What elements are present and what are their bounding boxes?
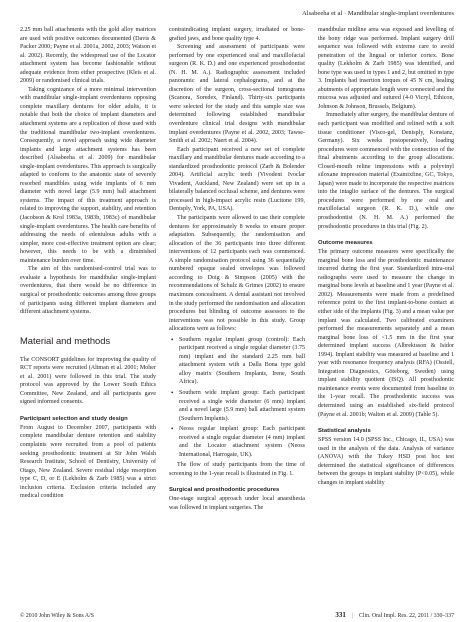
page-footer <box>20 611 454 619</box>
subsection-heading: Participant selection and study design <box>20 415 128 422</box>
paragraph: From August to December 2007, participants with complete mandibular denture retention and stability complaints were recruited from a pool of patients seeking prosthodontic treatment at Sir John Walsh Research Institute, School of Dentistry, University of Otago, New Zealand. Severe residual ridge resorption type C, D, or E (Lekholm & Zarb 1985) was a strict inclusion criteria. Exclusion criteria included any medical condition <box>20 424 156 500</box>
paragraph: The participants were allowed to use their complete dentures for approximately 8 weeks to ensure proper adaptation. Subsequently, the randomisation and allocation of the 36 participants into three different interventions of 12 participants each was commenced. A simple randomisation protocol using 36 sequentially numbered opaque sealed envelopes was followed according to Doig & Simpson (2005) with the recommendations of Schulz & Grimes (2002) to ensure maximum concealment. A dental assistant not involved in the study performed the randomisation and allocation procedures but blinding of outcome assessors to the interventions was not possible in this study. Group allocations were as follows: <box>169 215 305 333</box>
footer-separator: | <box>351 613 354 619</box>
list-item: • Southern regular implant group (control): Each participant received a single regular diameter (3.75 mm) implant and the standard 2.25 mm ball attachment system with a Dalla Bona type gold alloy matrix (Southern Implants, Irene, South Africa). <box>179 336 305 387</box>
group-allocation-list <box>169 336 305 460</box>
running-head: Alsabeeha et al · Mandibular single-implant overdentures <box>302 10 454 17</box>
paragraph: The CONSORT guidelines for improving the quality of RCT reports were recruited (Altman et al. 2001; Moher et al. 2001) were followed in this trial. The study protocol was approved by the Lower South Ethics Committee, New Zealand, and all participants gave signed informed consents. <box>20 356 156 406</box>
article-body <box>20 26 454 606</box>
paragraph: Taking cognizance of a more minimal intervention with mandibular single-implant overdentures opposing complete maxillary dentures for older adults, it is notable that both the choice of implant diameters and attachment systems are a replication of those used with the traditional mandibular two-implant overdentures. Consequently, a novel approach using wide diameter implants and large attachment systems has been described (Alsabeeha et al. 2009) for mandibular single-implant overdentures. This approach is surgically adapted to conform to the anatomic state of severely resorbed mandibles using wide implants of 6 mm diameter with novel large (5.9 mm) ball attachment systems. The impact of this treatment approach is related to improving the support, stability, and retention (Jacobson & Krol 1983a, 1983b, 1983c) of mandibular single-implant overdentures. The health care benefits of addressing the needs of edentulous adults with a simpler, more cost-effective treatment option are clear; however, this needs to be with a diminished maintenance burden over time. <box>20 86 156 264</box>
paragraph: 2.25 mm ball attachments with the gold alloy matrices are used with positive outcomes documented (Davis & Packer 2000; Payne et al. 2001a, 2002, 2003; Watson et al. 2002). Recently, the widespread use of the Locator attachment system has become fashionable without adequate evidence from either prospective (Kleis et al. 2009) or randomised clinical trials. <box>20 27 156 85</box>
column-middle <box>169 26 305 606</box>
section-title: Material and methods <box>20 334 111 346</box>
paragraph: Immediately after surgery, the mandibular denture of each participant was modified and relined with a soft tissue conditioner (Visco-gel, Dentsply, Konstanz, Germany). Six weeks postoperatively, loading procedures were commenced with the connection of the final abutments according to the group allocations. Closed-mouth reline impressions with a polyvinyl siloxane impression material (Examixfine, GC, Tokyo, Japan) were made to incorporate the respective matrices into the intaglio surface of the dentures. The surgical procedures were performed by one oral and maxillofacial surgeon (R. K. D.), while one prosthodontist (N. H. M. A.) performed the prosthodontic procedures in this trial (Fig. 2). <box>318 112 454 230</box>
subsection-heading: Outcome measures <box>318 240 373 247</box>
paragraph: The primary outcome measures were specifically the marginal bone loss and the prosthodontic maintenance incurred during the first year. Standardized intra-oral radiographs were used to measure the change in marginal bone levels at baseline and 1 year (Payne et al. 2002). Measurements were made from a predefined reference point to the first implant-to-bone contact at either side of the implants (Fig. 3) and a mean value per implant was calculated. Two calibrated examiners performed the measurements separately and a mean marginal bone loss of <1.5 mm in the first year determined implant success (Albrektsson & Isidor 1994). Implant stability was measured at baseline and 1 year with resonance frequency analysis (RFA) (Osstell, Integration Diagnostics, Göteborg, Sweden) using implant stability quotient (ISQ). All prosthodontic maintenance events were documented from baseline to the 1-year recall. The prosthodontic success was determined using an established six-field protocol (Payne et al. 2001b; Walton et al. 2009) (Table 5). <box>318 249 454 418</box>
paragraph: One-stage surgical approach under local anaesthesia was followed in implant surgeries. The <box>169 496 305 511</box>
paragraph: mandibular midline area was exposed and levelling of the bony ridge was performed. Implant surgery drill sequence was followed with extreme care to avoid penetration of the lingual or inferior cortex. Bone quality (Lekholm & Zarb 1985) was identified, and bone type was used in types 1 and 2, but omitted in type 3. Implants had insertion torques of 45 N cm, healing abutments of appropriate length were connected and the mucosa was adjusted and sutured (4-0 Vicryl, Ethicon, Johnson & Johnson, Brussels, Belgium). <box>318 27 454 110</box>
footer-citation-group <box>335 611 454 619</box>
copyright-notice: © 2010 John Wiley & Sons A/S <box>20 613 94 619</box>
list-item: • Neoss regular implant group: Each participant received a single regular diameter (4 mm) implant and the Locator attachment system (Neoss International, Harrogate, UK). <box>179 425 305 459</box>
paragraph: Each participant received a new set of complete maxillary and mandibular dentures made according to a standardized prosthodontic protocol (Zarb & Bolender 2004). Artificial acrylic teeth (Vivodent Ivoclar Vivadent, Auckland, New Zealand) were set up in a bilaterally balanced occlusal scheme, and dentures were processed in high-impact acrylic resin (Lucitone 199, Dentsply, York, PA, USA). <box>169 146 305 213</box>
paragraph: SPSS version 14.0 (SPSS Inc., Chicago, IL, USA) was used in the analysis of the data. Analysis of variance (ANOVA) with the Tukey HSD post hoc test determined the statistical significance of differences between the groups in implant stability (P<0.05), while changes in implant stability <box>318 437 454 486</box>
paragraph: The aim of this randomised-control trial was to evaluate a hypothesis for mandibular single-implant overdentures, that there would be no difference in surgical or prosthodontic outcomes among three groups of participants using different implant diameters and different attachment systems. <box>20 266 156 316</box>
subsection-heading: Statistical analysis <box>318 428 371 435</box>
journal-citation: Clin. Oral Impl. Res. 22, 2011 / 330–337 <box>359 613 454 619</box>
column-right <box>318 26 454 606</box>
page-number: 331 <box>335 611 346 619</box>
paragraph: The flow of study participants from the time of screening to the 1-year recall is illustrated in Fig. 1. <box>169 462 305 477</box>
list-item: • Southern wide implant group: Each participant received a single wide diameter (6 mm) implant and a novel large (5.9 mm) ball attachment system (Southern Implants). <box>179 389 305 423</box>
paragraph: contraindicating implant surgery, irradiated or bone-grafted jaws, and bone quality type 4. <box>169 27 305 42</box>
subsection-heading: Surgical and prosthodontic procedures <box>169 487 280 494</box>
column-left <box>20 26 156 606</box>
paragraph: Screening and assessment of participants were performed by one experienced oral and maxillofacial surgeon (R. K. D.) and one experienced prosthodontist (N. H. M. A.). Radiographic assessment included panoramic and lateral cephalograms, and at the discretion of the surgeon, cross-sectional tomograms (Scanora, Soredex, Finland). Thirty-six participants were selected for the study and this sample size was determined following established mandibular overdenture clinical trial designs with mandibular implant overdentures (Payne et al. 2002, 2003; Tawse-Smith et al. 2002; Naert et al. 2004). <box>169 44 305 145</box>
